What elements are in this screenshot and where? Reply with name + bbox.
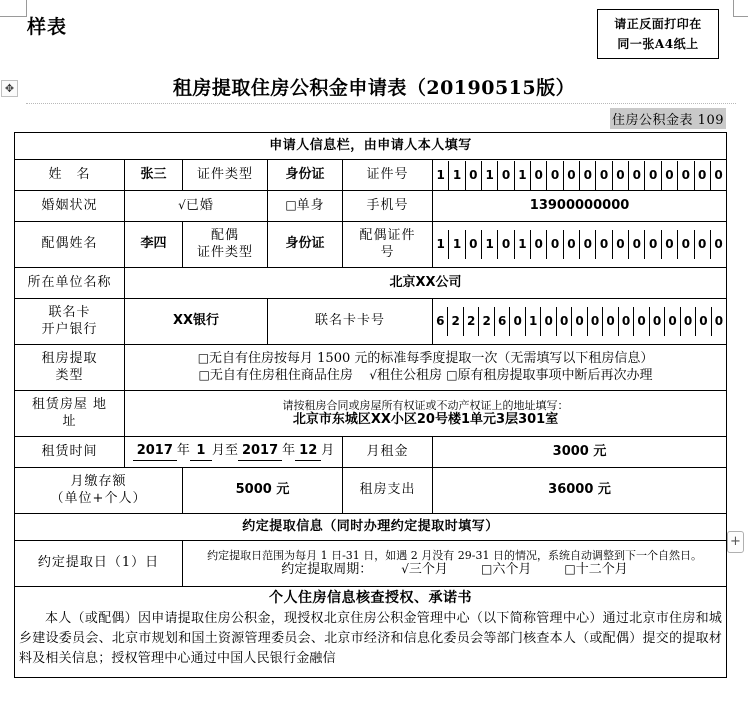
digit-box[interactable]: 0 — [645, 230, 661, 259]
digit-box[interactable]: 0 — [596, 230, 612, 259]
digit-box[interactable]: 0 — [498, 230, 514, 259]
month-unit-2: 月 — [321, 443, 335, 459]
digit-box[interactable]: 2 — [464, 307, 479, 336]
form-code-label: 住房公积金表 109 — [610, 108, 726, 129]
rent-period-value[interactable] — [125, 437, 343, 468]
bank-label-line2: 开户银行 — [41, 321, 98, 337]
digit-box[interactable]: 0 — [696, 307, 711, 336]
table-row — [15, 514, 727, 541]
digit-box[interactable]: 0 — [613, 230, 629, 259]
digit-box[interactable]: 0 — [580, 161, 596, 190]
digit-box[interactable]: 0 — [613, 161, 629, 190]
digit-box[interactable]: 0 — [662, 230, 678, 259]
card-number-value[interactable] — [433, 299, 727, 345]
name-label: 姓 名 — [15, 160, 125, 191]
card-number-digit-boxes — [433, 307, 726, 336]
withdraw-option-3[interactable] — [369, 368, 442, 383]
withdraw-option-4-label: 原有租房提取事项中断后再次办理 — [457, 367, 653, 383]
monthly-rent-label: 月租金 — [343, 437, 433, 468]
rent-address-cell — [125, 391, 727, 437]
spouse-id-type-label-line1: 配偶 — [210, 228, 239, 244]
withdraw-type-label — [15, 345, 125, 391]
declaration-paragraph: 本人（或配偶）因申请提取住房公积金，现授权北京住房公积金管理中心（以下简称管理中心）通过北京市住房和城乡建设委员会、北京市规划和国土资源管理委员会、北京市经济和信息化委员会等部门核查本人（或配偶）提交的提取材料及相关信息；授权管理中心通过中国人民银行金融信 — [19, 610, 723, 666]
rent-start-month[interactable]: 1 — [190, 443, 212, 460]
spouse-id-number-digit-boxes — [433, 230, 726, 259]
id-type-value[interactable]: 身份证 — [268, 160, 343, 191]
cycle-6months-checkbox[interactable]: □ — [480, 562, 493, 577]
rent-end-year[interactable]: 2017 — [238, 443, 282, 460]
cycle-6months-label: 六个月 — [492, 562, 532, 578]
table-row — [15, 133, 727, 160]
declaration-body — [15, 608, 726, 669]
digit-box[interactable]: 0 — [596, 161, 612, 190]
print-instruction-line1: 请正反面打印在 — [614, 17, 702, 31]
digit-box[interactable]: 0 — [547, 230, 563, 259]
table-row — [15, 468, 727, 514]
rent-start-year[interactable]: 2017 — [133, 443, 177, 460]
rent-address-value[interactable]: 北京市东城区XX小区20号楼1单元3层301室 — [292, 412, 559, 428]
name-value[interactable]: 张三 — [125, 160, 183, 191]
spouse-name-label: 配偶姓名 — [15, 222, 125, 268]
digit-box[interactable]: 1 — [449, 161, 465, 190]
phone-value[interactable]: 13900000000 — [433, 191, 727, 222]
digit-box[interactable]: 1 — [526, 307, 541, 336]
digit-box[interactable]: 0 — [510, 307, 525, 336]
sample-label: 样表 — [27, 16, 68, 38]
withdraw-option-3-label: 租住公租房 — [377, 367, 443, 383]
married-checkbox[interactable]: √ — [178, 197, 186, 212]
rent-period-label: 租赁时间 — [15, 437, 125, 468]
withdraw-type-label-line1: 租房提取 — [41, 351, 98, 367]
marital-status-label: 婚姻状况 — [15, 191, 125, 222]
rent-end-month[interactable]: 12 — [295, 443, 321, 460]
cycle-option-6months[interactable] — [481, 562, 531, 577]
period-to-word: 至 — [224, 443, 238, 459]
cycle-3months-label: 三个月 — [408, 562, 448, 578]
print-instruction-box — [597, 9, 719, 59]
marital-married-option[interactable] — [125, 191, 268, 222]
year-unit-2: 年 — [282, 443, 296, 459]
digit-box[interactable]: 0 — [498, 161, 514, 190]
monthly-deposit-label-line2: （单位+个人） — [50, 490, 147, 506]
withdraw-options-row2 — [125, 368, 726, 384]
table-row — [15, 299, 727, 345]
bank-label-line1: 联名卡 — [48, 305, 91, 321]
digit-box[interactable]: 0 — [564, 230, 580, 259]
digit-box[interactable]: 0 — [695, 161, 711, 190]
table-row — [15, 391, 727, 437]
withdraw-option-1[interactable] — [125, 351, 726, 367]
table-row — [15, 437, 727, 468]
digit-box[interactable]: 0 — [619, 307, 634, 336]
card-number-label: 联名卡卡号 — [268, 299, 433, 345]
digit-box[interactable]: 0 — [714, 237, 723, 251]
digit-box[interactable]: 1 — [433, 161, 449, 190]
spouse-id-number-label — [343, 222, 433, 268]
print-instruction-line2: 同一张A4纸上 — [617, 37, 699, 51]
digit-box[interactable]: 0 — [645, 161, 661, 190]
withdraw-option-1-label: 无自有住房按每月 1500 元的标准每季度提取一次（无需填写以下租房信息） — [209, 351, 654, 367]
digit-box[interactable]: 0 — [678, 230, 694, 259]
spouse-name-value[interactable]: 李四 — [125, 222, 183, 268]
spouse-id-type-label-line2: 证件类型 — [196, 244, 253, 260]
digit-box[interactable]: 0 — [531, 230, 547, 259]
withdraw-option-2-checkbox[interactable]: □ — [198, 367, 210, 382]
spouse-id-number-label-line1: 配偶证件 — [359, 228, 416, 244]
digit-box[interactable]: 0 — [629, 161, 645, 190]
digit-box[interactable]: 0 — [634, 307, 649, 336]
cycle-3months-checkbox[interactable]: √ — [401, 562, 409, 577]
page-corner-mark-left — [0, 0, 27, 17]
table-move-handle-icon[interactable]: ✥ — [1, 80, 18, 97]
withdraw-type-label-line2: 类型 — [55, 367, 84, 383]
id-number-label: 证件号 — [343, 160, 433, 191]
spouse-id-type-label — [183, 222, 268, 268]
phone-label: 手机号 — [343, 191, 433, 222]
application-form-table — [14, 132, 727, 678]
digit-box[interactable]: 0 — [678, 161, 694, 190]
digit-box[interactable]: 0 — [681, 307, 696, 336]
digit-box[interactable]: 0 — [557, 307, 572, 336]
spouse-id-number-value[interactable] — [433, 222, 727, 268]
withdraw-option-2[interactable] — [199, 368, 353, 383]
cycle-option-3months[interactable] — [401, 562, 448, 577]
monthly-rent-value[interactable]: 3000 元 — [433, 437, 727, 468]
add-row-button[interactable]: + — [727, 531, 744, 553]
digit-box[interactable]: 0 — [466, 161, 482, 190]
cycle-12months-checkbox[interactable]: □ — [564, 562, 576, 577]
monthly-deposit-value[interactable]: 5000 元 — [183, 468, 343, 514]
digit-box[interactable]: 0 — [541, 307, 556, 336]
digit-box[interactable]: 1 — [449, 230, 465, 259]
employer-label: 所在单位名称 — [15, 268, 125, 299]
id-number-value[interactable] — [433, 160, 727, 191]
digit-box[interactable]: 0 — [665, 307, 680, 336]
digit-box[interactable]: 6 — [495, 307, 510, 336]
bank-label — [15, 299, 125, 345]
page-corner-mark-right — [733, 0, 748, 17]
id-number-digit-boxes — [433, 161, 726, 190]
withdraw-option-4-checkbox[interactable]: □ — [446, 367, 458, 382]
digit-box[interactable]: 0 — [547, 161, 563, 190]
digit-box[interactable]: 0 — [572, 307, 587, 336]
withdraw-option-2-label: 无自有住房租住商品住房 — [209, 367, 353, 383]
table-row — [15, 191, 727, 222]
digit-box[interactable]: 2 — [479, 307, 494, 336]
agreed-cycle-row — [183, 562, 726, 578]
digit-box[interactable]: 1 — [515, 230, 531, 259]
digit-box[interactable]: 6 — [433, 307, 448, 336]
digit-box[interactable]: 1 — [482, 161, 498, 190]
digit-box[interactable]: 0 — [714, 314, 724, 328]
id-type-label: 证件类型 — [183, 160, 268, 191]
bank-value[interactable]: XX银行 — [125, 299, 268, 345]
employer-value[interactable]: 北京XX公司 — [125, 268, 727, 299]
withdraw-option-4[interactable] — [446, 368, 652, 383]
digit-box[interactable]: 1 — [433, 230, 449, 259]
digit-box[interactable]: 2 — [448, 307, 463, 336]
digit-box[interactable]: 0 — [629, 230, 645, 259]
withdraw-option-3-checkbox[interactable]: √ — [369, 367, 378, 382]
digit-box[interactable]: 0 — [580, 230, 596, 259]
withdraw-option-1-checkbox[interactable]: □ — [197, 351, 210, 366]
digit-box[interactable]: 1 — [482, 230, 498, 259]
rent-address-label — [15, 391, 125, 437]
digit-box[interactable]: 0 — [531, 161, 547, 190]
rent-address-label-line1: 租赁房屋 地 — [31, 397, 108, 413]
month-unit-1: 月 — [211, 443, 225, 459]
digit-box[interactable]: 0 — [662, 161, 678, 190]
agreed-day-note: 约定提取日范围为每月 1 日-31 日，如遇 2 月没有 29-31 日的情况，系统自动调整到下一个自然日。 — [207, 548, 702, 562]
table-row — [15, 345, 727, 391]
digit-box[interactable]: 1 — [515, 161, 531, 190]
rent-address-hint: 请按租房合同或房屋所有权证或不动产权证上的地址填写： — [282, 398, 569, 412]
table-row — [15, 222, 727, 268]
agreed-cycle-cell — [183, 541, 727, 587]
digit-box[interactable]: 0 — [466, 230, 482, 259]
page-title: 租房提取住房公积金申请表（20190515版） — [172, 77, 576, 99]
declaration-cell — [15, 587, 727, 678]
declaration-title: 个人住房信息核查授权、承诺书 — [269, 590, 473, 606]
spouse-id-type-value[interactable]: 身份证 — [268, 222, 343, 268]
table-row — [15, 541, 727, 587]
table-row — [15, 160, 727, 191]
single-label: 单身 — [296, 197, 325, 213]
digit-box[interactable]: 0 — [603, 307, 618, 336]
digit-box[interactable]: 0 — [564, 161, 580, 190]
table-row — [15, 268, 727, 299]
monthly-deposit-label — [15, 468, 183, 514]
rent-expense-label: 租房支出 — [343, 468, 433, 514]
cycle-12months-label: 十二个月 — [575, 562, 628, 578]
page-margin-guide — [26, 103, 736, 104]
year-unit-1: 年 — [176, 443, 190, 459]
agreed-cycle-label: 约定提取周期： — [281, 562, 373, 578]
digit-box[interactable]: 0 — [588, 307, 603, 336]
rent-address-label-line2: 址 — [62, 413, 77, 429]
spouse-id-number-label-line2: 号 — [380, 244, 395, 260]
cycle-option-12months[interactable] — [564, 562, 627, 577]
table-row — [15, 587, 727, 678]
digit-box[interactable]: 0 — [714, 167, 723, 182]
digit-box[interactable]: 0 — [650, 307, 665, 336]
applicant-section-header: 申请人信息栏，由申请人本人填写 — [15, 133, 727, 160]
monthly-deposit-label-line1: 月缴存额 — [70, 474, 127, 490]
rent-expense-value[interactable]: 36000 元 — [433, 468, 727, 514]
marital-single-option[interactable] — [268, 191, 343, 222]
agreed-day-label[interactable]: 约定提取日（1）日 — [15, 541, 183, 587]
single-checkbox[interactable]: □ — [285, 197, 297, 212]
married-label: 已婚 — [185, 197, 214, 213]
agreed-section-header: 约定提取信息（同时办理约定提取时填写） — [15, 514, 727, 541]
digit-box[interactable]: 0 — [695, 230, 711, 259]
withdraw-type-options — [125, 345, 727, 391]
